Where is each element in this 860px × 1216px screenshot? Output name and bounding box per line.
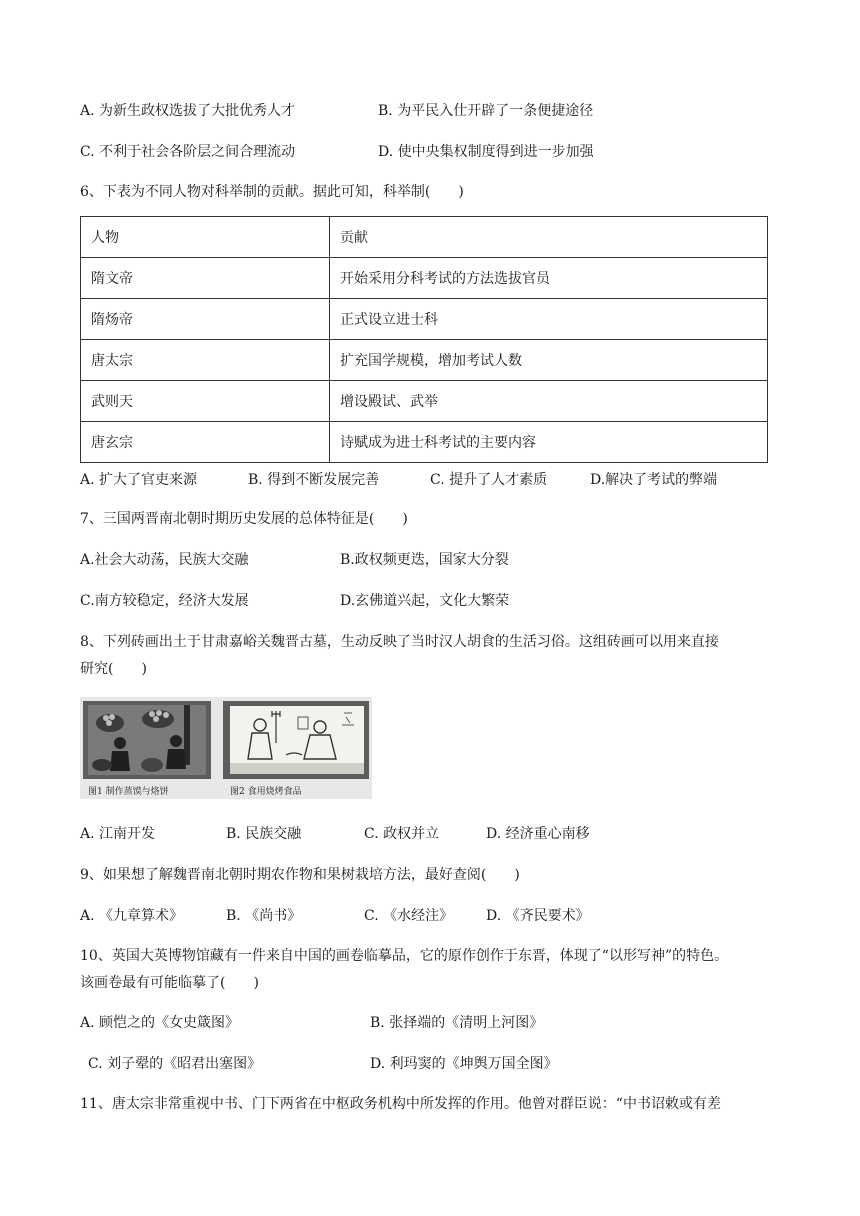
q8-option-c: C. 政权并立 — [364, 826, 440, 842]
table-cell: 隋炀帝 — [81, 299, 330, 340]
q7-option-c: C.南方较稳定，经济大发展 — [80, 593, 249, 609]
q9-option-a: A. 《九章算术》 — [80, 908, 184, 924]
q5-option-d: D. 使中央集权制度得到进一步加强 — [378, 144, 594, 160]
brick-painting-figure — [80, 697, 372, 799]
figure-1-caption: 图1 制作蒸馍与烙饼 — [88, 787, 169, 797]
table-cell: 唐玄宗 — [81, 422, 330, 463]
table-cell: 增设殿试、武举 — [330, 381, 768, 422]
q8-option-a: A. 江南开发 — [80, 826, 156, 842]
q8-stem-line-2: 研究( ) — [80, 661, 147, 677]
q10-stem-line-1: 10、英国大英博物馆藏有一件来自中国的画卷临摹品，它的原作创作于东晋，体现了“以形写神”的特色。 — [80, 948, 729, 964]
q9-option-b: B. 《尚书》 — [226, 908, 302, 924]
q10-option-c: C. 刘子翚的《昭君出塞图》 — [88, 1056, 262, 1072]
figure-2-caption: 图2 食用烧烤食品 — [230, 787, 302, 797]
q10-option-a: A. 顾恺之的《女史箴图》 — [80, 1015, 240, 1031]
table-row — [81, 381, 768, 422]
q7-stem: 7、三国两晋南北朝时期历史发展的总体特征是( ) — [80, 511, 408, 527]
q9-stem: 9、如果想了解魏晋南北朝时期农作物和果树栽培方法，最好查阅( ) — [80, 867, 520, 883]
q7-option-b: B.政权频更迭，国家大分裂 — [340, 552, 509, 568]
table-row — [81, 299, 768, 340]
q6-table — [80, 216, 768, 463]
q6-stem: 6、下表为不同人物对科举制的贡献。据此可知，科举制( ) — [80, 184, 464, 200]
q5-option-c: C. 不利于社会各阶层之间合理流动 — [80, 144, 296, 160]
q5-option-b: B. 为平民入仕开辟了一条便捷途径 — [378, 103, 594, 119]
q9-option-c: C. 《水经注》 — [364, 908, 454, 924]
table-cell: 扩充国学规模，增加考试人数 — [330, 340, 768, 381]
q8-stem-line-1: 8、下列砖画出土于甘肃嘉峪关魏晋古墓，生动反映了当时汉人胡食的生活习俗。这组砖画可以用来直接 — [80, 634, 719, 650]
q9-option-d: D. 《齐民要术》 — [486, 908, 590, 924]
brick-painting-image — [80, 697, 372, 799]
q11-stem-line-1: 11、唐太宗非常重视中书、门下两省在中枢政务机构中所发挥的作用。他曾对群臣说：“中书诏敕或有差 — [80, 1096, 721, 1112]
table-header: 人物 — [81, 217, 330, 258]
table-header-row — [81, 217, 768, 258]
q10-option-b: B. 张择端的《清明上河图》 — [370, 1015, 544, 1031]
table-row — [81, 422, 768, 463]
table-row — [81, 258, 768, 299]
table-cell: 隋文帝 — [81, 258, 330, 299]
table-cell: 诗赋成为进士科考试的主要内容 — [330, 422, 768, 463]
table-row — [81, 340, 768, 381]
q7-option-d: D.玄佛道兴起，文化大繁荣 — [340, 593, 510, 609]
table-cell: 唐太宗 — [81, 340, 330, 381]
table-cell: 武则天 — [81, 381, 330, 422]
q10-stem-line-2: 该画卷最有可能临摹了( ) — [80, 975, 259, 991]
q8-option-d: D. 经济重心南移 — [486, 826, 590, 842]
q8-option-b: B. 民族交融 — [226, 826, 302, 842]
q7-option-a: A.社会大动荡，民族大交融 — [80, 552, 249, 568]
q10-option-d: D. 利玛窦的《坤舆万国全图》 — [370, 1056, 558, 1072]
q6-option-b: B. 得到不断发展完善 — [248, 472, 380, 488]
q6-option-a: A. 扩大了官吏来源 — [80, 472, 198, 488]
q5-option-a: A. 为新生政权选拔了大批优秀人才 — [80, 103, 296, 119]
table-cell: 开始采用分科考试的方法选拔官员 — [330, 258, 768, 299]
q6-option-c: C. 提升了人才素质 — [430, 472, 548, 488]
table-cell: 正式设立进士科 — [330, 299, 768, 340]
q6-option-d: D.解决了考试的弊端 — [590, 472, 718, 488]
table-header: 贡献 — [330, 217, 768, 258]
